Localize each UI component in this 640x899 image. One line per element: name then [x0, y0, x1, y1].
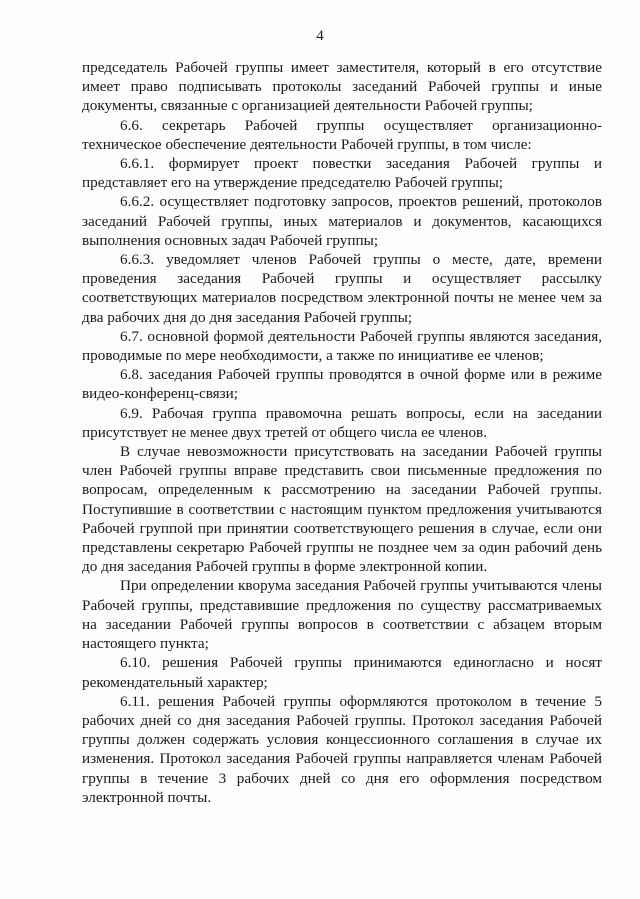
page-number: 4: [316, 28, 324, 44]
paragraph-6-6-1: 6.6.1. формирует проект повестки заседания Рабочей группы и представляет его на утверждение председателю Рабочей группы;: [82, 155, 602, 192]
paragraph-6-6: 6.6. секретарь Рабочей группы осуществляет организационно-техническое обеспечение деятельности Рабочей группы, в том числе:: [82, 116, 602, 153]
paragraph-6-11: 6.11. решения Рабочей группы оформляются протоколом в течение 5 рабочих дней со дня заседания Рабочей группы. Протокол заседания Рабочей группы должен содержать условия концессионного соглашения в случае их изменения. Протокол заседания Рабочей группы направляется членам Рабочей группы в течение 3 рабочих дней со дня его оформления посредством электронной почты.: [82, 692, 602, 806]
paragraph-6-10: 6.10. решения Рабочей группы принимаются единогласно и носят рекомендательный характер;: [82, 654, 602, 691]
paragraph-6-7: 6.7. основной формой деятельности Рабочей группы являются заседания, проводимые по мере необходимости, а также по инициативе ее членов;: [82, 327, 602, 365]
paragraph-absence-proposals: В случае невозможности присутствовать на заседании Рабочей группы член Рабочей группы вправе представить свои письменные предложения по вопросам, определенным к рассмотрению на заседании Рабочей группы. Поступившие в соответствии с настоящим пунктом предложения учитываются Рабочей группой при принятии соответствующего решения в случае, если они представлены секретарю Рабочей группы не позднее чем за один рабочий день до дня заседания Рабочей группы в форме электронной копии.: [82, 443, 602, 576]
paragraph-6-6-2: 6.6.2. осуществляет подготовку запросов, проектов решений, протоколов заседаний Рабочей группы, иных материалов и документов, касающихся выполнения основных задач Рабочей группы;: [82, 193, 602, 249]
document-body: [82, 58, 602, 807]
paragraph-6-6-3: 6.6.3. уведомляет членов Рабочей группы о месте, дате, времени проведения заседания Рабочей группы и осуществляет рассылку соответствующих материалов посредством электронной почты не менее чем за два рабочих дня до дня заседания Рабочей группы;: [82, 251, 602, 326]
paragraph-6-9: 6.9. Рабочая группа правомочна решать вопросы, если на заседании присутствует не менее двух третей от общего числа ее членов.: [82, 404, 602, 441]
paragraph-chairman-deputy: председатель Рабочей группы имеет заместителя, который в его отсутствие имеет право подписывать протоколы заседаний Рабочей группы и иные документы, связанные с организацией деятельности Рабочей группы;: [82, 59, 602, 115]
paragraph-6-8: 6.8. заседания Рабочей группы проводятся в очной форме или в режиме видео-конференц-связи;: [82, 366, 602, 403]
paragraph-quorum: При определении кворума заседания Рабочей группы учитываются члены Рабочей группы, представившие предложения по существу рассматриваемых на заседании Рабочей группы вопросов в соответствии с абзацем вторым настоящего пункта;: [82, 577, 602, 653]
